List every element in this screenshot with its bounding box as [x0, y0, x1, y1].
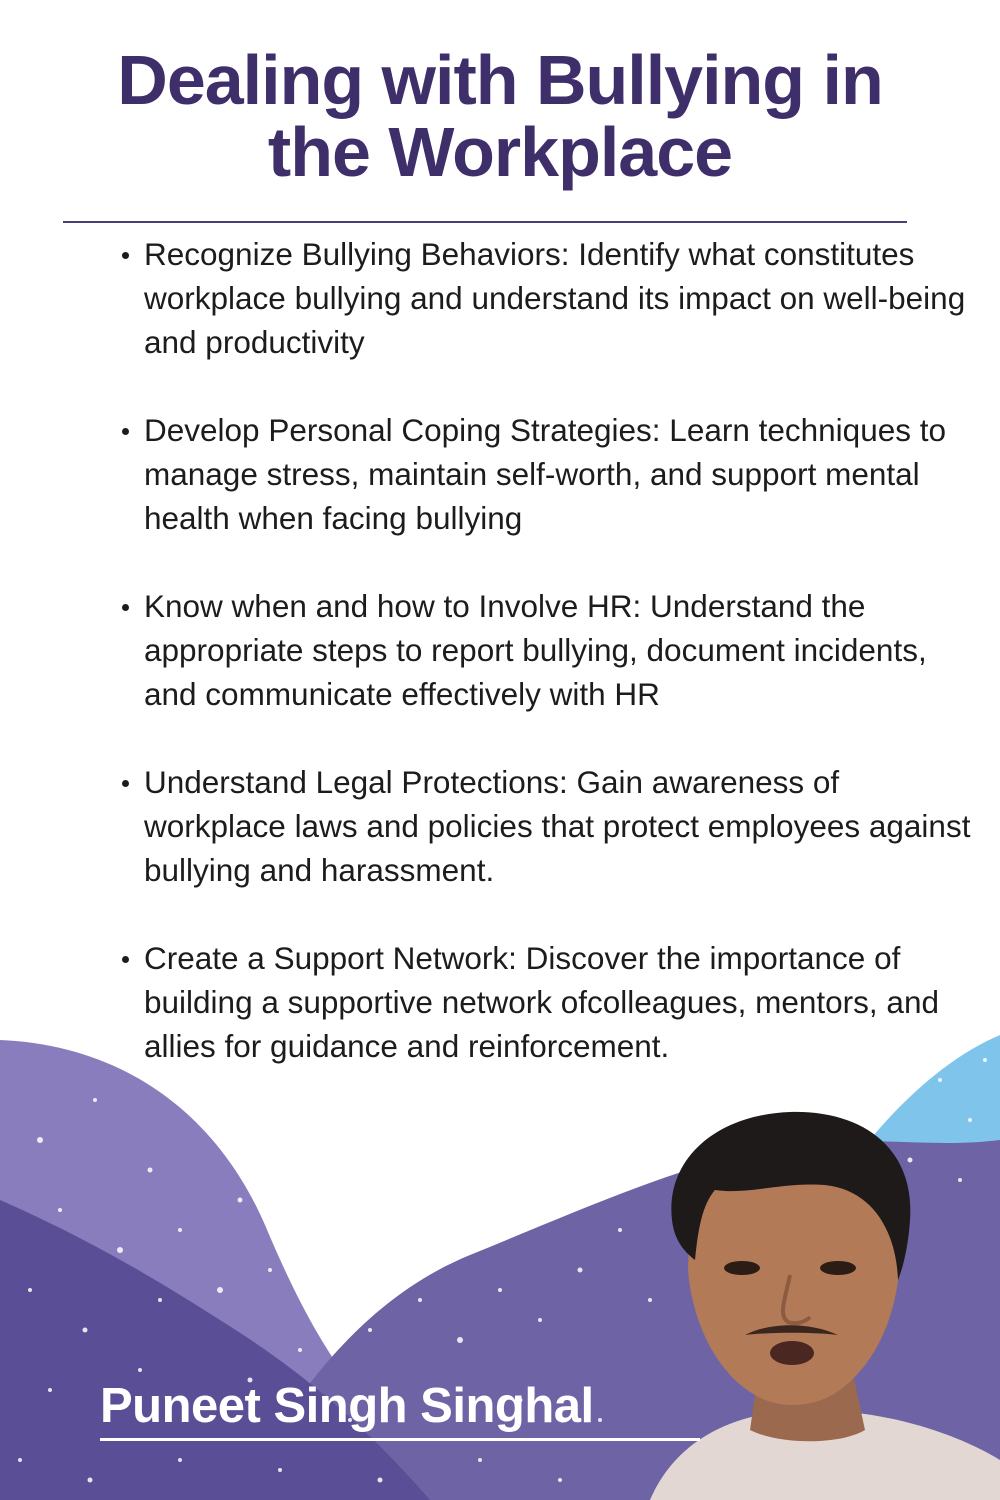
mouth [770, 1341, 814, 1365]
page-title: Dealing with Bullying in the Workplace [117, 41, 883, 191]
list-item-involve-hr: Know when and how to Involve HR: Understand the appropriate steps to report bullying, document incidents, and communicate effectively with HR [144, 584, 974, 716]
list-item-legal-protections: Understand Legal Protections: Gain awareness of workplace laws and policies that protect employees against bullying and harassment. [144, 760, 974, 892]
title-divider [63, 221, 907, 223]
list-item-support-network: Create a Support Network: Discover the importance of building a supportive network ofcolleagues, mentors, and allies for guidance and reinforcement. [144, 936, 974, 1068]
right-eye [820, 1261, 856, 1275]
speaker-portrait [610, 1110, 1000, 1500]
list-item-coping-strategies: Develop Personal Coping Strategies: Learn techniques to manage stress, maintain self-worth, and support mental health when facing bullying [144, 408, 974, 540]
author-name-underline [100, 1438, 700, 1441]
list-item-recognize-bullying: Recognize Bullying Behaviors: Identify what constitutes workplace bullying and understand its impact on well-being and productivity [144, 232, 974, 364]
left-eye [724, 1261, 760, 1275]
author-name: Puneet Singh Singhal [100, 1379, 594, 1433]
learning-objectives-list [112, 232, 974, 1112]
